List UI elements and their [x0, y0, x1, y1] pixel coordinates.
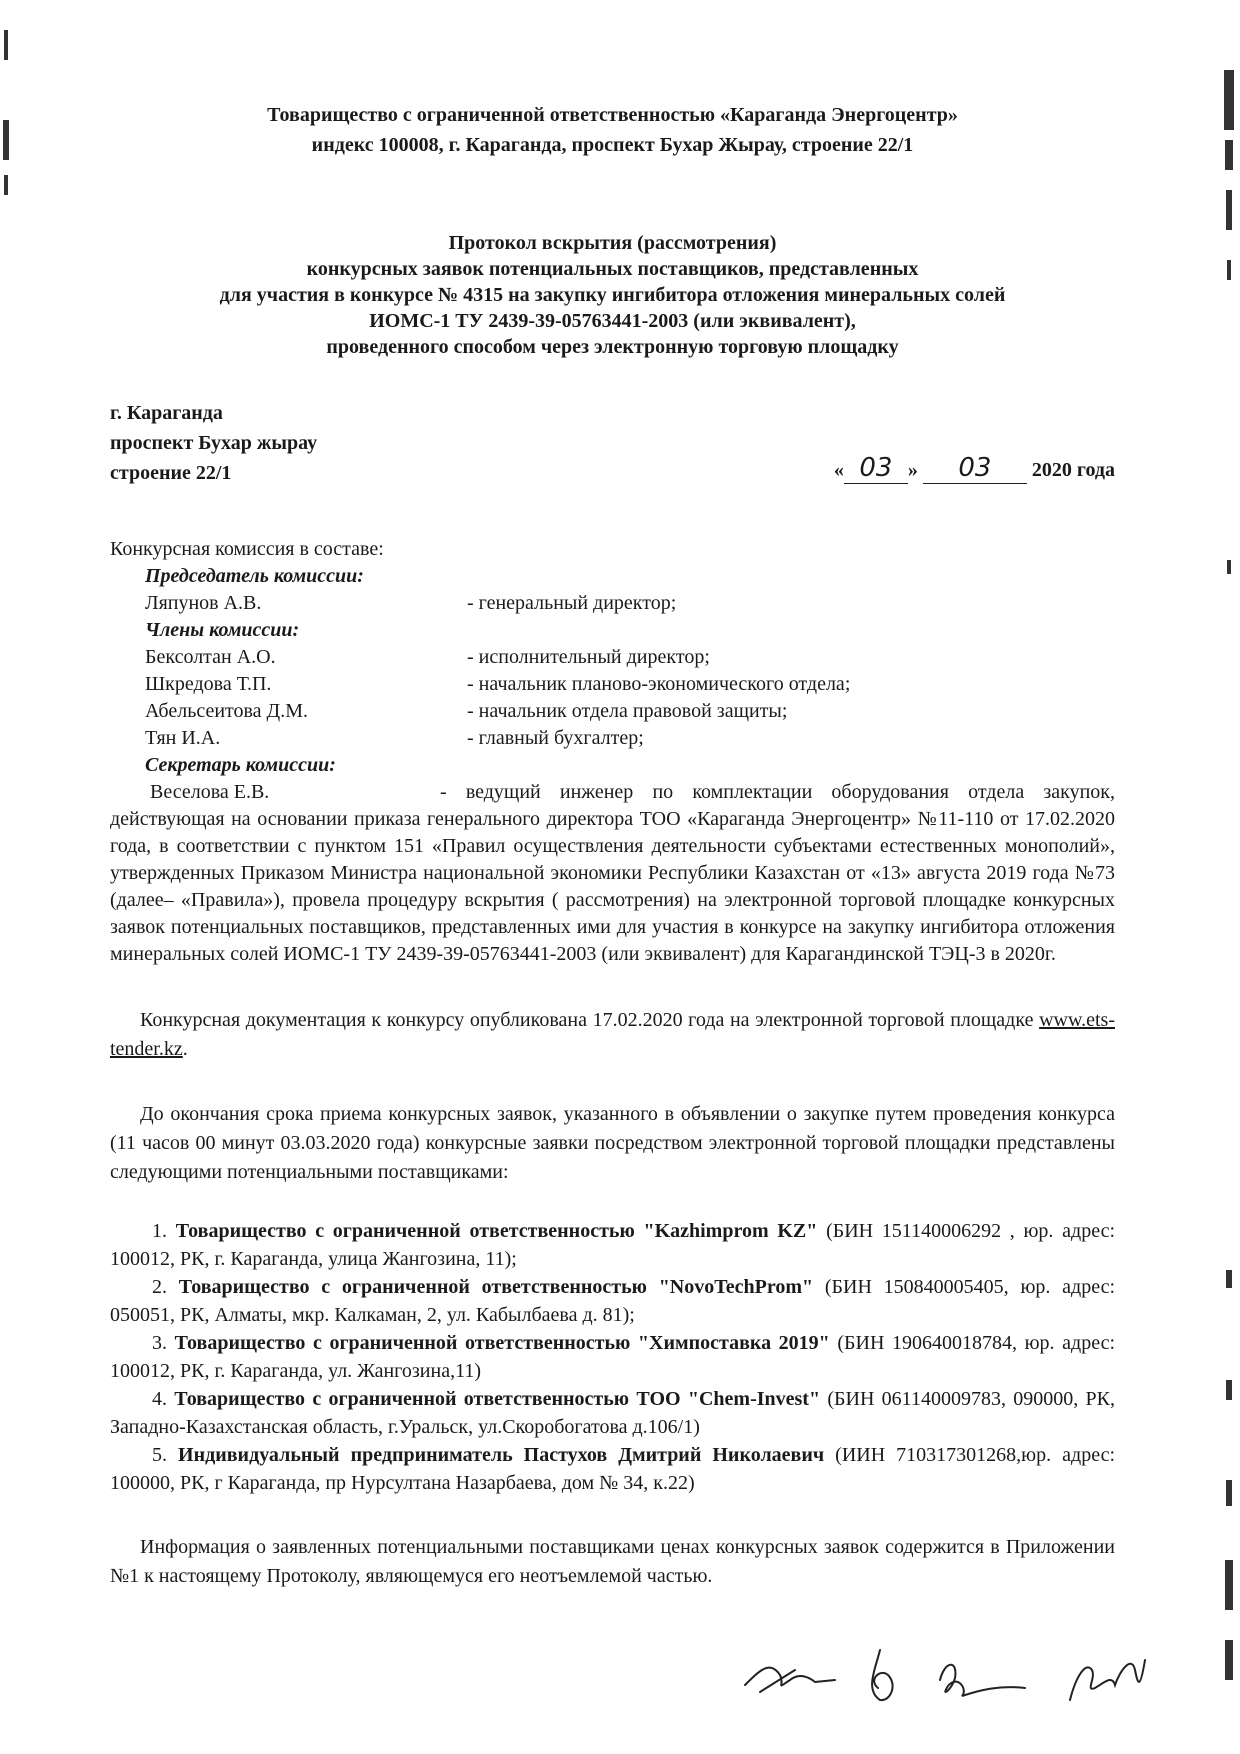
- supplier-name: Товарищество с ограниченной ответственностью "Kazhimprom KZ": [175, 1220, 818, 1242]
- list-item: [110, 1385, 1115, 1441]
- supplier-number: 4.: [152, 1388, 167, 1410]
- date-day: 03: [844, 454, 908, 484]
- info-paragraph: Информация о заявленных потенциальными поставщиками ценах конкурсных заявок содержится в Приложении №1 к настоящему Протоколу, являющемуся его неотъемлемой частью.: [110, 1536, 1115, 1587]
- supplier-details: (БИН 151140006292 , юр. адрес: 100012, РК, г. Караганда, улица Жангозина, 11);: [110, 1220, 1116, 1270]
- supplier-number: 3.: [152, 1332, 167, 1354]
- chairman-name: Ляпунов А.В.: [145, 592, 262, 614]
- member-position: - начальник планово-экономического отдела;: [467, 673, 851, 695]
- supplier-details: (БИН 150840005405, юр. адрес: 050051, РК, Алматы, мкр. Калкаман, 2, ул. Кабылбаева д. 81);: [110, 1276, 1116, 1326]
- supplier-name: Товарищество с ограниченной ответственностью "Химпоставка 2019": [174, 1332, 830, 1354]
- member-name: Шкредова Т.П.: [145, 673, 272, 695]
- date-year: 2020 года: [1031, 459, 1115, 481]
- supplier-details: (ИИН 710317301268,юр. адрес: 100000, РК, г Караганда, пр Нурсултана Назарбаева, дом № 34, к.22): [110, 1444, 1116, 1494]
- place-street: проспект Бухар жырау: [110, 432, 318, 454]
- title-line-5: проведенного способом через электронную торговую площадку: [326, 336, 899, 358]
- member-position: - исполнительный директор;: [467, 646, 710, 668]
- member-name: Тян И.А.: [145, 727, 221, 749]
- signature-mark: [1070, 1660, 1145, 1700]
- place-city: г. Караганда: [110, 402, 223, 424]
- supplier-number: 5.: [152, 1444, 167, 1466]
- supplier-name: Товарищество с ограниченной ответственностью ТОО "Chem-Invest": [174, 1388, 821, 1410]
- supplier-name: Товарищество с ограниченной ответственностью "NovoTechProm": [178, 1276, 814, 1298]
- signature-mark: [940, 1665, 1025, 1696]
- title-line-4: ИОМС-1 ТУ 2439-39-05763441-2003 (или эквивалент),: [369, 310, 856, 332]
- secretary-paragraph: [110, 779, 1115, 968]
- secretary-name: Веселова Е.В.: [150, 781, 270, 803]
- member-row: [110, 725, 1115, 752]
- title-line-1: Протокол вскрытия (рассмотрения): [448, 232, 777, 254]
- member-row: [110, 671, 1115, 698]
- protocol-title: [110, 230, 1115, 360]
- member-row: [110, 698, 1115, 725]
- member-row: [110, 644, 1115, 671]
- list-item: [110, 1441, 1115, 1497]
- deadline-paragraph: До окончания срока приема конкурсных заявок, указанного в объявлении о закупке путем проведения конкурса (11 часов 00 минут 03.03.2020 года) конкурсные заявки посредством электронной торговой площадки представлены следующими потенциальными поставщиками:: [110, 1103, 1115, 1183]
- title-line-3: для участия в конкурсе № 4315 на закупку ингибитора отложения минеральных солей: [219, 284, 1006, 306]
- place-building: строение 22/1: [110, 462, 232, 484]
- publication-paragraph: [110, 1006, 1115, 1064]
- ets-tender-link[interactable]: www.ets-tender.kz: [110, 1009, 1115, 1060]
- date-close-quote: »: [907, 459, 918, 481]
- publication-text-end: .: [182, 1038, 188, 1060]
- supplier-name: Индивидуальный предприниматель Пастухов Дмитрий Николаевич: [178, 1444, 825, 1466]
- chairman-position: - генеральный директор;: [467, 592, 677, 614]
- supplier-number: 2.: [152, 1276, 167, 1298]
- commission-intro: Конкурсная комиссия в составе:: [110, 538, 384, 560]
- title-line-2: конкурсных заявок потенциальных поставщиков, представленных: [306, 258, 919, 280]
- protocol-date: [834, 454, 1115, 485]
- scan-edge-marks: [1220, 0, 1238, 1754]
- signature-mark: [745, 1668, 835, 1686]
- member-position: - главный бухгалтер;: [467, 727, 644, 749]
- list-item: [110, 1329, 1115, 1385]
- signature-mark: [872, 1650, 893, 1700]
- chairman-label: Председатель комиссии:: [145, 565, 364, 587]
- place-date-row: [110, 398, 1115, 488]
- member-position: - начальник отдела правовой защиты;: [467, 700, 788, 722]
- signatures: [740, 1630, 1180, 1720]
- member-name: Бексолтан А.О.: [145, 646, 276, 668]
- commission-block: [110, 536, 1115, 968]
- secretary-text: - ведущий инженер по комплектации оборудования отдела закупок, действующая на основании приказа генерального директора ТОО «Караганда Энергоцентр» №11-110 от 17.02.2020 года, в соответствии с пунктом 151 «Правил осуществления деятельности субъектами естественных монополий», утвержденных Приказом Министра национальной экономики Республики Казахстан от «13» августа 2019 года №73 (далее– «Правила»), провела процедуру вскрытия ( рассмотрения) на электронной торговой площадке конкурсных заявок потенциальных поставщиков, представленных ими для участия в конкурсе на закупку ингибитора отложения минеральных солей ИОМС-1 ТУ 2439-39-05763441-2003 (или эквивалент) для Карагандинской ТЭЦ-3 в 2020г.: [110, 781, 1115, 965]
- header-address: индекс 100008, г. Караганда, проспект Бухар Жырау, строение 22/1: [311, 134, 914, 156]
- secretary-label: Секретарь комиссии:: [145, 754, 336, 776]
- document-header: [110, 100, 1115, 160]
- list-item: [110, 1273, 1115, 1329]
- publication-text: Конкурсная документация к конкурсу опубликована 17.02.2020 года на электронной торговой площадке: [140, 1009, 1040, 1031]
- supplier-number: 1.: [152, 1220, 167, 1242]
- date-open-quote: «: [833, 459, 844, 481]
- list-item: [110, 1217, 1115, 1273]
- members-label: Члены комиссии:: [145, 619, 300, 641]
- date-month: 03: [923, 454, 1027, 484]
- header-organization: Товарищество с ограниченной ответственностью «Караганда Энергоцентр»: [267, 104, 958, 126]
- chairman-row: [110, 590, 1115, 617]
- suppliers-list: [110, 1217, 1115, 1497]
- member-name: Абельсеитова Д.М.: [145, 700, 308, 722]
- supplier-details: (БИН 061140009783, 090000, РК, Западно-Казахстанская область, г.Уральск, ул.Скоробогатова д.106/1): [110, 1388, 1115, 1438]
- supplier-details: (БИН 190640018784, юр. адрес: 100012, РК, г. Караганда, ул. Жангозина,11): [110, 1332, 1116, 1382]
- scan-edge-marks-left: [0, 0, 14, 300]
